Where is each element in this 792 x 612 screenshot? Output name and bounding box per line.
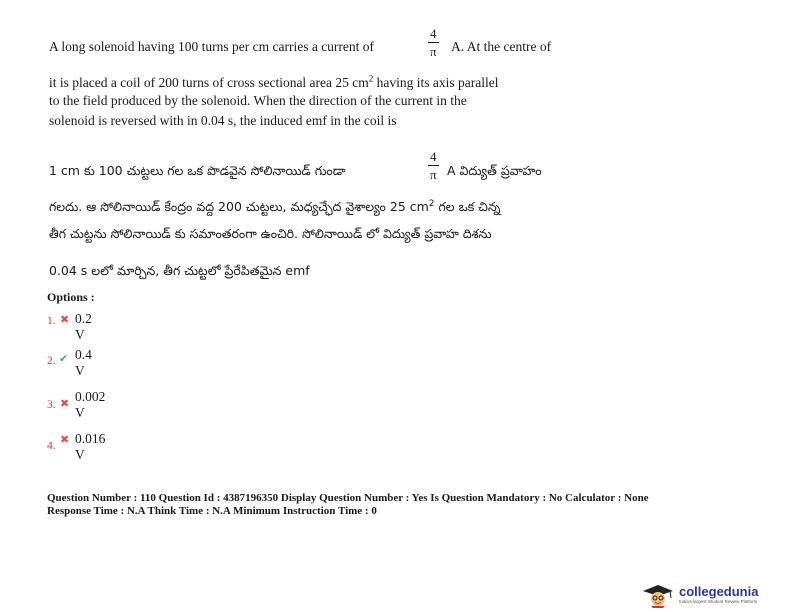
option-number: 1. (47, 315, 56, 327)
options-label: Options : (47, 290, 95, 304)
cross-icon: ✖ (60, 313, 70, 326)
question-meta-line1: Question Number : 110 Question Id : 4387196350 Display Question Number : Yes Is Question Mandatory : No Calculator : None (47, 492, 649, 504)
question-en-line1-after: A. At the centre of (451, 39, 552, 54)
question-en-line1 (49, 38, 374, 56)
fraction-numerator-te: 4 (430, 149, 437, 164)
option-number: 4. (47, 440, 56, 452)
fraction-denominator-te: π (429, 167, 437, 182)
question-en-line2-sup: 2 (368, 73, 374, 84)
cross-icon: ✖ (60, 433, 70, 446)
logo-name: collegedunia (679, 584, 759, 599)
question-en-line3: to the field produced by the solenoid. When the direction of the current in the (49, 93, 467, 108)
question-te-line2-b: గల ఒక చిన్న (434, 199, 501, 214)
fraction-denominator: π (429, 44, 437, 59)
option-text: 0.4 V (75, 347, 92, 378)
cross-icon: ✖ (60, 397, 70, 410)
question-te-line4: 0.04 s లలో మార్చిన, తీగ చుట్టలో ప్రేరేపితమైన emf (49, 263, 310, 278)
collegedunia-logo (641, 584, 781, 608)
option-number: 3. (47, 399, 56, 411)
question-te-line2 (49, 198, 500, 216)
option-number: 2. (47, 355, 56, 367)
check-icon: ✔ (59, 352, 69, 365)
question-te-line1-before: 1 cm కు 100 చుట్టలు గల ఒక పొడవైన సోలినాయిడ్ గుండా (49, 163, 346, 178)
question-te-line1-after: A విద్యుత్ ప్రవాహం (447, 163, 542, 178)
question-en-line1-before: A long solenoid having 100 turns per cm carries a current of (49, 39, 375, 54)
question-en-line2-a: it is placed a coil of 200 turns of cross sectional area 25 cm (49, 75, 369, 90)
question-en-line2-b: having its axis parallel (373, 75, 499, 90)
question-te-line2-a: గలదు. ఆ సోలినాయిడ్ కేంద్రం వద్ద 200 చుట్టలు, మధ్యచ్ఛేద వైశాల్యం 25 cm (49, 199, 429, 214)
option-text: 0.002 V (75, 389, 106, 420)
current-fraction (428, 27, 439, 59)
question-en-line2 (49, 74, 499, 92)
current-fraction-te (428, 150, 439, 182)
option-text: 0.2 V (75, 311, 92, 342)
question-meta-line2: Response Time : N.A Think Time : N.A Minimum Instruction Time : 0 (47, 505, 377, 517)
question-en-line4: solenoid is reversed with in 0.04 s, the induced emf in the coil is (49, 113, 397, 128)
logo-tagline: India's largest Student Review Platform (679, 599, 758, 604)
fraction-numerator: 4 (430, 26, 437, 41)
question-te-line3: తీగ చుట్టను సోలినాయిడ్ కు సమాంతరంగా ఉంచిరి. సోలినాయిడ్ లో విద్యుత్ ప్రవాహ దిశను (49, 226, 492, 241)
student-mascot-icon (641, 584, 675, 608)
option-text: 0.016 V (75, 431, 106, 462)
question-te-line2-sup: 2 (428, 198, 435, 209)
